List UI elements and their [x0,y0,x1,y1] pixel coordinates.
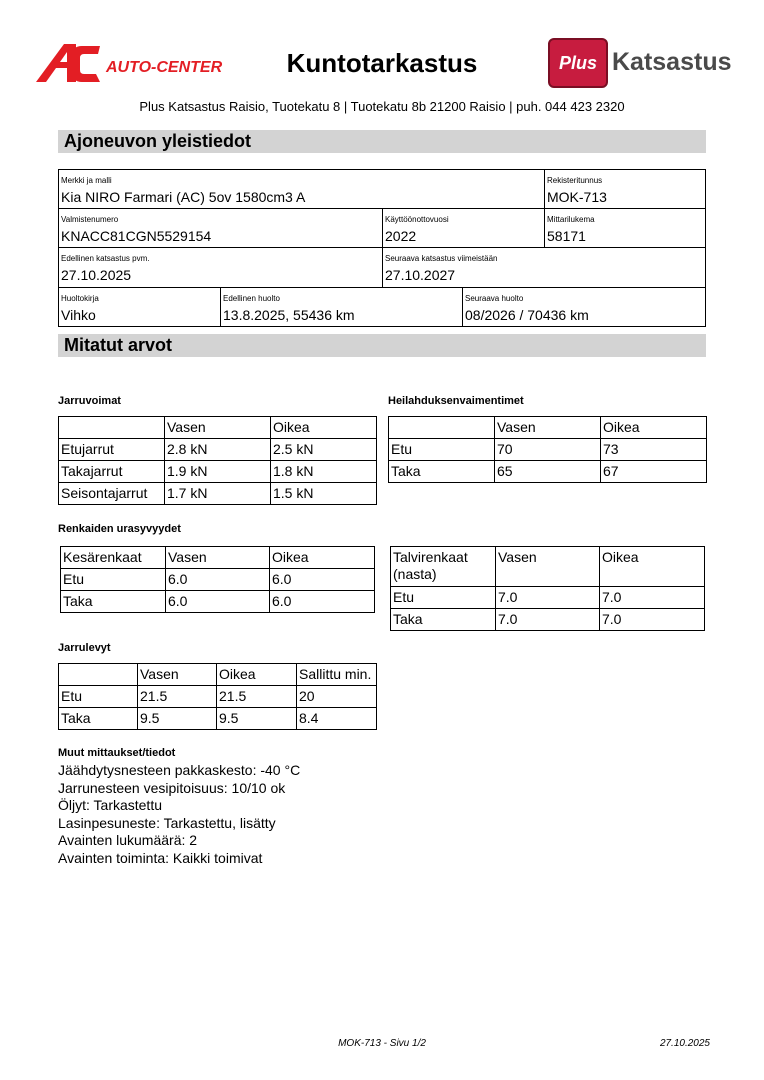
table-cell: 21.5 [138,686,217,708]
odometer-label: Mittarilukema [547,215,595,224]
list-item: Avainten lukumäärä: 2 [58,832,198,848]
station-address: Plus Katsastus Raisio, Tuotekatu 8 | Tuotekatu 8b 21200 Raisio | puh. 044 423 2320 [139,99,625,114]
discs-heading: Jarrulevyt [58,642,111,654]
first-use-year-cell [382,208,545,248]
prev-inspection-cell [58,247,383,288]
document-title: Kuntotarkastus [286,48,478,78]
table-cell: Takajarrut [59,461,165,483]
vin-label: Valmistenumero [61,215,119,224]
table-cell: 7.0 [600,609,705,631]
table-row [61,547,375,569]
table-row [59,483,377,505]
table-row [391,609,705,631]
table-cell: Taka [391,609,496,631]
table-cell: Etu [389,439,495,461]
table-cell: Taka [61,591,166,613]
table-row [59,461,377,483]
make-model-cell [58,169,545,209]
table-cell: 7.0 [496,587,600,609]
brakes-heading: Jarruvoimat [58,395,121,407]
table-cell: Vasen [166,547,270,569]
brakes-table [58,416,377,505]
table-cell: Oikea [600,547,705,587]
table-cell: Taka [59,708,138,730]
table-cell: 1.7 kN [165,483,271,505]
table-cell: 1.5 kN [271,483,377,505]
plus-badge [548,38,608,88]
table-cell: 9.5 [138,708,217,730]
plus-badge-text: Plus [558,53,597,73]
plus-katsastus-logo [548,38,734,88]
table-cell: 6.0 [166,569,270,591]
next-service-value: 08/2026 / 70436 km [465,307,589,323]
table-cell: 65 [495,461,601,483]
table-cell: Seisontajarrut [59,483,165,505]
section-general-title: Ajoneuvon yleistiedot [64,131,252,151]
list-item: Jarrunesteen vesipitoisuus: 10/10 ok [58,779,286,796]
table-cell: 21.5 [217,686,297,708]
table-cell: Taka [389,461,495,483]
table-row [59,708,377,730]
table-cell: 2.5 kN [271,439,377,461]
table-cell [389,417,495,439]
table-cell: 70 [495,439,601,461]
shocks-heading: Heilahduksenvaimentimet [388,395,524,407]
table-cell: Kesärenkaat [61,547,166,569]
make-model-label: Merkki ja malli [61,176,112,185]
brake-discs-table [58,663,377,730]
next-inspection-cell [382,247,706,288]
prev-inspection-label: Edellinen katsastus pvm. [61,254,150,263]
list-item: Öljyt: Tarkastettu [58,797,163,813]
table-cell: 8.4 [297,708,377,730]
table-cell: 73 [601,439,707,461]
next-service-cell [462,287,706,327]
prev-service-label: Edellinen huolto [223,294,280,303]
other-heading: Muut mittaukset/tiedot [58,747,176,759]
prev-service-value: 13.8.2025, 55436 km [223,307,355,323]
table-cell: 67 [601,461,707,483]
table-row [59,439,377,461]
table-cell: 2.8 kN [165,439,271,461]
table-cell: 6.0 [166,591,270,613]
table-cell: 1.8 kN [271,461,377,483]
next-inspection-label: Seuraava katsastus viimeistään [385,254,498,263]
table-cell: 6.0 [270,591,375,613]
table-cell: 6.0 [270,569,375,591]
list-item: Lasinpesuneste: Tarkastettu, lisätty [58,814,276,831]
table-row [59,686,377,708]
table-cell [59,664,138,686]
table-cell: Vasen [138,664,217,686]
section-measured-bar [58,334,706,357]
service-book-label: Huoltokirja [61,294,99,303]
table-row [61,591,375,613]
table-cell: 1.9 kN [165,461,271,483]
table-cell: 7.0 [600,587,705,609]
table-row [389,417,707,439]
table-row [391,547,705,587]
table-cell: Etu [391,587,496,609]
table-row [59,417,377,439]
section-general-bar [58,130,706,153]
table-row [61,569,375,591]
tread-heading: Renkaiden urasyvyydet [58,523,181,535]
next-service-label: Seuraava huolto [465,294,524,303]
table-cell: Oikea [270,547,375,569]
registration-value: MOK-713 [547,189,607,205]
table-cell: Oikea [217,664,297,686]
table-cell: Talvirenkaat (nasta) [391,547,496,587]
table-cell: Oikea [601,417,707,439]
table-cell: Oikea [271,417,377,439]
vin-value: KNACC81CGN5529154 [61,228,212,244]
first-use-year-label: Käyttöönottovuosi [385,215,449,224]
table-cell: 20 [297,686,377,708]
odometer-value: 58171 [547,228,586,244]
summer-tyres-table [60,546,375,613]
make-model-value: Kia NIRO Farmari (AC) 5ov 1580cm3 A [61,189,306,205]
service-book-cell [58,287,221,327]
table-cell: Etu [59,686,138,708]
footer-date: 27.10.2025 [659,1038,710,1049]
table-cell: Vasen [495,417,601,439]
auto-center-logo-text: AUTO-CENTER [106,59,223,76]
list-item: Jäähdytysnesteen pakkaskesto: -40 °C [58,762,301,778]
other-measurements-list [58,762,300,867]
table-cell: 7.0 [496,609,600,631]
vin-cell [58,208,383,248]
table-row [59,664,377,686]
table-cell: Vasen [496,547,600,587]
prev-service-cell [220,287,463,327]
katsastus-wordmark: Katsastus [612,48,732,76]
first-use-year-value: 2022 [385,228,417,244]
shocks-table [388,416,707,483]
table-cell: Etujarrut [59,439,165,461]
table-row [391,587,705,609]
table-cell [59,417,165,439]
table-row [389,461,707,483]
winter-tyres-table [390,546,705,631]
table-cell: Sallittu min. [297,664,377,686]
list-item: Avainten toiminta: Kaikki toimivat [58,849,263,866]
prev-inspection-value: 27.10.2025 [61,267,132,283]
table-cell: 9.5 [217,708,297,730]
table-cell: Vasen [165,417,271,439]
odometer-cell [544,208,706,248]
footer-page-number: MOK-713 - Sivu 1/2 [338,1038,426,1049]
service-book-value: Vihko [61,307,96,323]
table-row [389,439,707,461]
next-inspection-value: 27.10.2027 [385,267,456,283]
section-measured-title: Mitatut arvot [64,335,172,355]
registration-label: Rekisteritunnus [547,176,603,185]
table-cell: Etu [61,569,166,591]
registration-cell [544,169,706,209]
